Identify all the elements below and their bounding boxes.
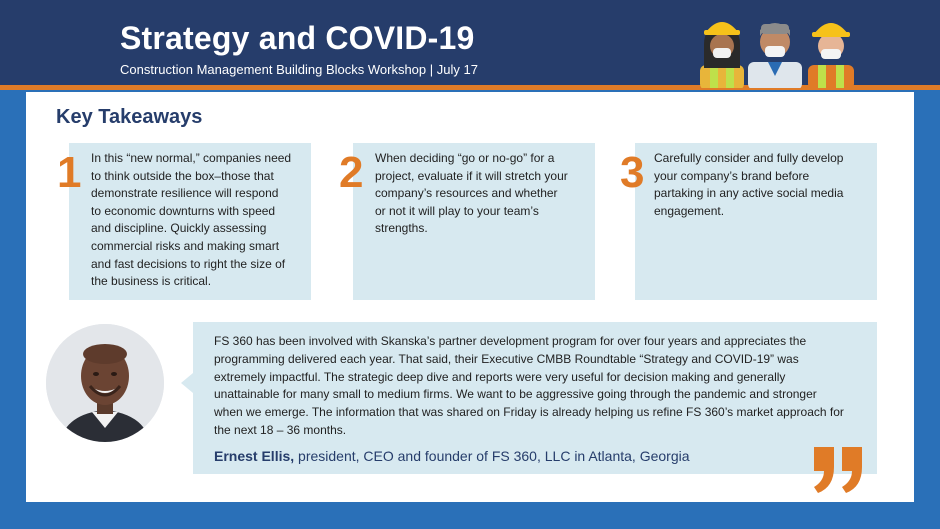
page-subtitle: Construction Management Building Blocks Workshop | July 17 [120, 62, 478, 77]
portrait-photo [46, 324, 164, 442]
portrait-illustration [46, 324, 164, 442]
takeaway-text-2: When deciding “go or no-go” for a project, evaluate if it will stretch your company’s resources and whether or not it will play to your team’s strengths. [375, 151, 568, 236]
workers-illustration [690, 10, 865, 88]
takeaway-text-1: In this “new normal,” companies need to think outside the box–those that demonstrate resilience will respond to economic downturns with speed and discipline. Quickly assessing commercial risks and making smart and fast decisions to right the size of the business is critical. [91, 151, 292, 289]
worker-right-icon [808, 23, 854, 88]
takeaway-number-3: 3 [620, 148, 645, 197]
page-title: Strategy and COVID-19 [120, 20, 475, 56]
worker-middle-icon [748, 23, 802, 88]
testimonial-attribution [214, 448, 690, 464]
closing-quote-icon [810, 445, 866, 495]
section-title: Key Takeaways [56, 106, 203, 128]
takeaway-text-3: Carefully consider and fully develop your company’s brand before partaking in any active social media engagement. [654, 151, 844, 218]
testimonial-text: FS 360 has been involved with Skanska’s partner development program for over four years and appreciates the programming delivered each year. That said, their Executive CMBB Roundtable “Strategy and COVID-19” was extremely impactful. The strategic deep dive and reports were very useful for decision making and generally unattainable for many small to medium firms. We want to be aggressive going through the pandemic and stronger when we emerge. The information that was shared on Friday is already helping us refine FS 360’s market approach for the next 18 – 36 months. [214, 334, 844, 437]
author-name: Ernest Ellis, [214, 448, 295, 464]
worker-left-icon [700, 22, 744, 88]
takeaway-number-1: 1 [57, 148, 82, 197]
quote-pointer [181, 373, 193, 393]
author-title: president, CEO and founder of FS 360, LLC in Atlanta, Georgia [294, 448, 690, 464]
takeaway-number-2: 2 [339, 148, 364, 197]
